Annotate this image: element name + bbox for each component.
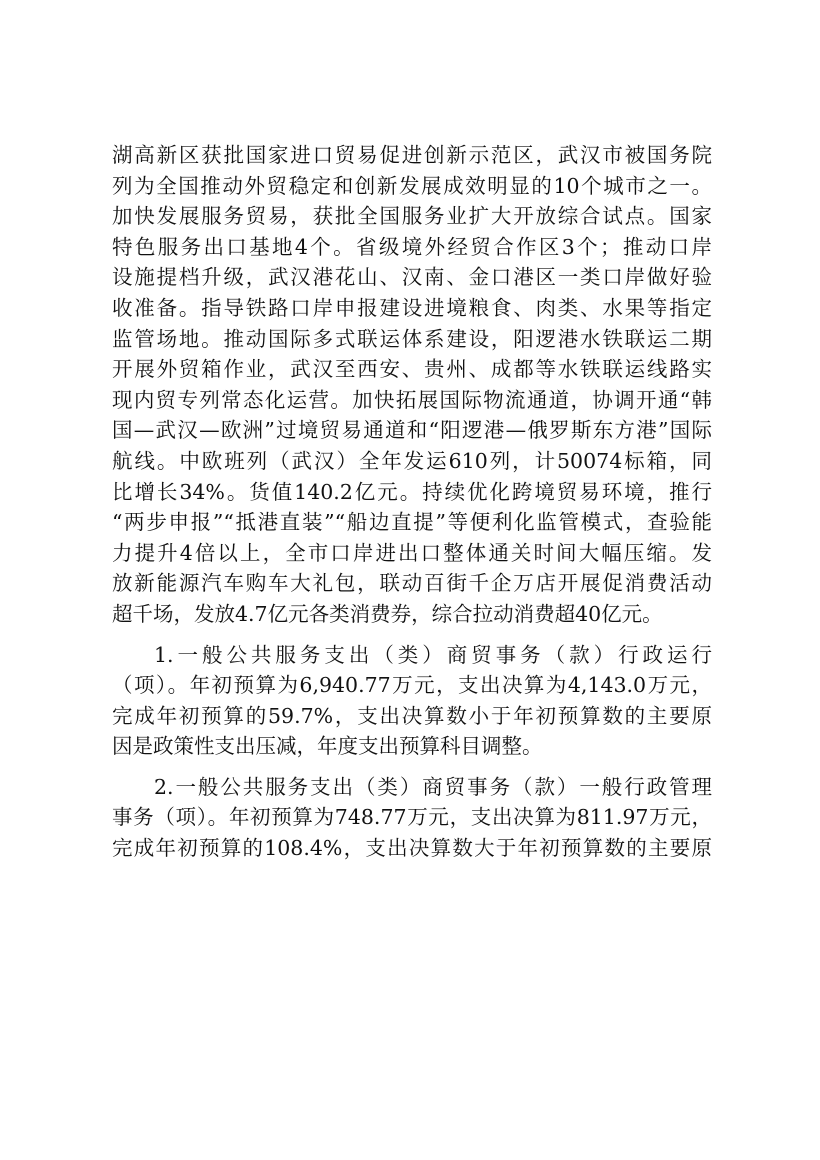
text-line: 完成年初预算的108.4%，支出决算数大于年初预算数的主要原 bbox=[112, 836, 712, 861]
text-line: 力提升4倍以上，全市口岸进出口整体通关时间大幅压缩。发 bbox=[112, 540, 712, 565]
text-line: 1.一般公共服务支出（类）商贸事务（款）行政运行 bbox=[154, 642, 712, 667]
text-line: 加快发展服务贸易，获批全国服务业扩大开放综合试点。国家 bbox=[112, 204, 712, 229]
text-line: 2.一般公共服务支出（类）商贸事务（款）一般行政管理 bbox=[154, 774, 712, 799]
text-line: 超千场，发放4.7亿元各类消费券，综合拉动消费超40亿元。 bbox=[112, 601, 663, 626]
text-line: 事务（项）。年初预算为748.77万元，支出决算为811.97万元， bbox=[112, 805, 712, 830]
text-line: 列为全国推动外贸稳定和创新发展成效明显的10个城市之一。 bbox=[112, 173, 712, 198]
text-line: 收准备。指导铁路口岸申报建设进境粮食、肉类、水果等指定 bbox=[112, 295, 712, 320]
paragraph-item-2 bbox=[112, 772, 712, 864]
document-body bbox=[112, 140, 712, 864]
paragraph-item-1 bbox=[112, 640, 712, 762]
text-line: 完成年初预算的59.7%，支出决算数小于年初预算数的主要原 bbox=[112, 703, 712, 728]
text-line: 设施提档升级，武汉港花山、汉南、金口港区一类口岸做好验 bbox=[112, 265, 712, 290]
text-line: 湖高新区获批国家进口贸易促进创新示范区，武汉市被国务院 bbox=[112, 143, 712, 167]
paragraph-trade bbox=[112, 140, 712, 630]
text-line: “两步申报”“抵港直装”“船边直提”等便利化监管模式，查验能 bbox=[112, 510, 712, 535]
text-line: 航线。中欧班列（武汉）全年发运610列，计50074标箱，同 bbox=[112, 448, 712, 473]
text-line: 特色服务出口基地4个。省级境外经贸合作区3个；推动口岸 bbox=[112, 234, 712, 259]
paragraph-spacing bbox=[112, 762, 712, 772]
text-line: 现内贸专列常态化运营。加快拓展国际物流通道，协调开通“韩 bbox=[112, 387, 712, 412]
text-line: 放新能源汽车购车大礼包，联动百街千企万店开展促消费活动 bbox=[112, 571, 712, 596]
text-line: 开展外贸箱作业，武汉至西安、贵州、成都等水铁联运线路实 bbox=[112, 357, 712, 382]
text-line: （项）。年初预算为6,940.77万元，支出决算为4,143.0万元， bbox=[112, 673, 712, 698]
text-line: 国—武汉—欧洲”过境贸易通道和“阳逻港—俄罗斯东方港”国际 bbox=[112, 418, 712, 443]
text-line: 因是政策性支出压减，年度支出预算科目调整。 bbox=[112, 734, 543, 759]
paragraph-spacing bbox=[112, 630, 712, 640]
text-line: 比增长34%。货值140.2亿元。持续优化跨境贸易环境，推行 bbox=[112, 479, 712, 504]
text-line: 监管场地。推动国际多式联运体系建设，阳逻港水铁联运二期 bbox=[112, 326, 712, 351]
